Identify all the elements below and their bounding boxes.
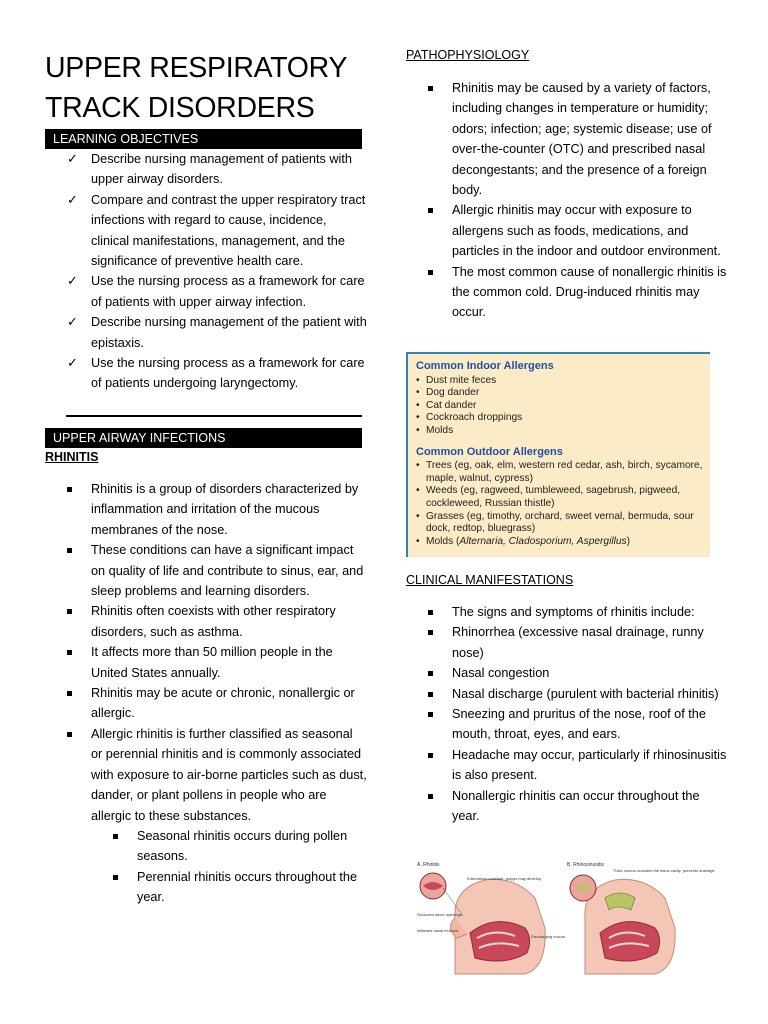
list-item: Nasal congestion [428, 663, 728, 683]
list-item: Nonallergic rhinitis can occur throughout the year. [428, 786, 728, 827]
label-a4: Discharging mucus [531, 934, 566, 939]
sublist [113, 826, 367, 908]
list-item [67, 724, 367, 908]
list-item: • Molds (Alternaria, Cladosporium, Aspergillus) [416, 536, 704, 549]
list-item: • Trees (eg, oak, elm, western red cedar, ash, birch, sycamore, maple, walnut, cypress) [416, 460, 704, 485]
sublist-item: Seasonal rhinitis occurs during pollen seasons. [113, 826, 367, 867]
section-divider [66, 415, 362, 417]
list-item: Rhinitis may be caused by a variety of factors, including changes in temperature or humidity; odors; infection; age; systemic disease; use of over-the-counter (OTC) and prescribed nasal decongestants; and the presence of a foreign body. [428, 78, 728, 200]
title-line-2: TRACK DISORDERS [45, 92, 315, 124]
list-item: • Molds [416, 425, 704, 438]
label-a1: Edematous conchae, polyps may develop [467, 876, 542, 881]
list-item: It affects more than 50 million people in the United States annually. [67, 642, 367, 683]
indoor-allergens-list [416, 375, 704, 438]
checkmark-icon: ✓ [67, 314, 78, 330]
list-item: • Dog dander [416, 387, 704, 400]
pathophysiology-list [428, 78, 728, 323]
outdoor-allergens-list [416, 460, 704, 548]
checkmark-icon: ✓ [67, 273, 78, 289]
list-item: Allergic rhinitis may occur with exposure to allergens such as foods, medications, and particles in the indoor and outdoor environment. [428, 200, 728, 261]
list-item: ✓ Describe nursing management of the patient with epistaxis. [67, 314, 367, 350]
list-item: • Weeds (eg, ragweed, tumbleweed, sagebrush, pigweed, cockleweed, Russian thistle) [416, 485, 704, 510]
list-item: Nasal discharge (purulent with bacterial rhinitis) [428, 684, 728, 704]
list-item: ✓ Use the nursing process as a framework for care of patients undergoing laryngectomy. [67, 355, 365, 391]
checkmark-icon: ✓ [67, 355, 78, 371]
list-item: ✓ Use the nursing process as a framework for care of patients with upper airway infection. [67, 273, 365, 309]
list-item: ✓ Compare and contrast the upper respiratory tract infections with regard to cause, incidence, clinical manifestations, management, and the significance of preventive health care. [67, 191, 366, 269]
title-line-1: UPPER RESPIRATORY [45, 52, 348, 84]
list-item: • Cat dander [416, 400, 704, 413]
list-item: • Cockroach droppings [416, 412, 704, 425]
allergens-box [406, 352, 710, 557]
list-item: • Dust mite feces [416, 375, 704, 388]
upper-airway-heading: UPPER AIRWAY INFECTIONS [45, 428, 362, 448]
rhinosinusitis-illustration [565, 858, 715, 976]
list-item: Rhinitis is a group of disorders characterized by inflammation and irritation of the mucous membranes of the nose. [67, 479, 367, 540]
rhinitis-subheading: RHINITIS [45, 450, 99, 464]
list-item: ✓ Describe nursing management of patients with upper airway disorders. [67, 151, 352, 187]
list-item: The most common cause of nonallergic rhinitis is the common cold. Drug-induced rhinitis may occur. [428, 262, 728, 323]
learning-objectives-list [67, 149, 367, 394]
clinical-manifestations-list [428, 602, 728, 826]
list-item: Rhinorrhea (excessive nasal drainage, runny nose) [428, 622, 728, 663]
checkmark-icon: ✓ [67, 191, 78, 207]
outdoor-allergens-heading: Common Outdoor Allergens [416, 445, 563, 458]
list-item: Sneezing and pruritus of the nose, roof of the mouth, throat, eyes, and ears. [428, 704, 728, 745]
panel-b-label: B. Rhinosinusitis [567, 862, 604, 868]
list-item-text: Allergic rhinitis is further classified as seasonal or perennial rhinitis and is commonly associated with exposure to air-borne particles such as dust, dander, or plant pollens in people who are allergic to these substances. [91, 726, 367, 823]
label-a3: Inflamed nasal mucosa [417, 928, 459, 933]
list-item: The signs and symptoms of rhinitis include: [428, 602, 728, 622]
list-item: Headache may occur, particularly if rhinosinusitis is also present. [428, 745, 728, 786]
list-item: Rhinitis often coexists with other respiratory disorders, such as asthma. [67, 601, 367, 642]
rhinitis-list [67, 479, 367, 908]
clinical-manifestations-heading: CLINICAL MANIFESTATIONS [406, 573, 574, 587]
indoor-allergens-heading: Common Indoor Allergens [416, 360, 554, 372]
panel-a-label: A. Rhinitis [417, 862, 440, 868]
learning-objectives-heading: LEARNING OBJECTIVES [45, 129, 362, 149]
page-title [45, 48, 365, 128]
checkmark-icon: ✓ [67, 151, 78, 166]
list-item: • Grasses (eg, timothy, orchard, sweet vernal, bermuda, sour dock, redtop, bluegrass) [416, 511, 704, 536]
sublist-item: Perennial rhinitis occurs throughout the year. [113, 867, 367, 908]
label-b1: Thick mucus occludes the sinus cavity, prevents drainage [613, 868, 715, 873]
label-a2: Occluded sinus openings [417, 912, 462, 917]
rhinitis-illustration [415, 858, 565, 976]
list-item: Rhinitis may be acute or chronic, nonallergic or allergic. [67, 683, 367, 724]
pathophysiology-heading: PATHOPHYSIOLOGY [406, 48, 530, 62]
list-item: These conditions can have a significant impact on quality of life and contribute to sinus, ear, and sleep problems and learning disorders. [67, 540, 367, 601]
